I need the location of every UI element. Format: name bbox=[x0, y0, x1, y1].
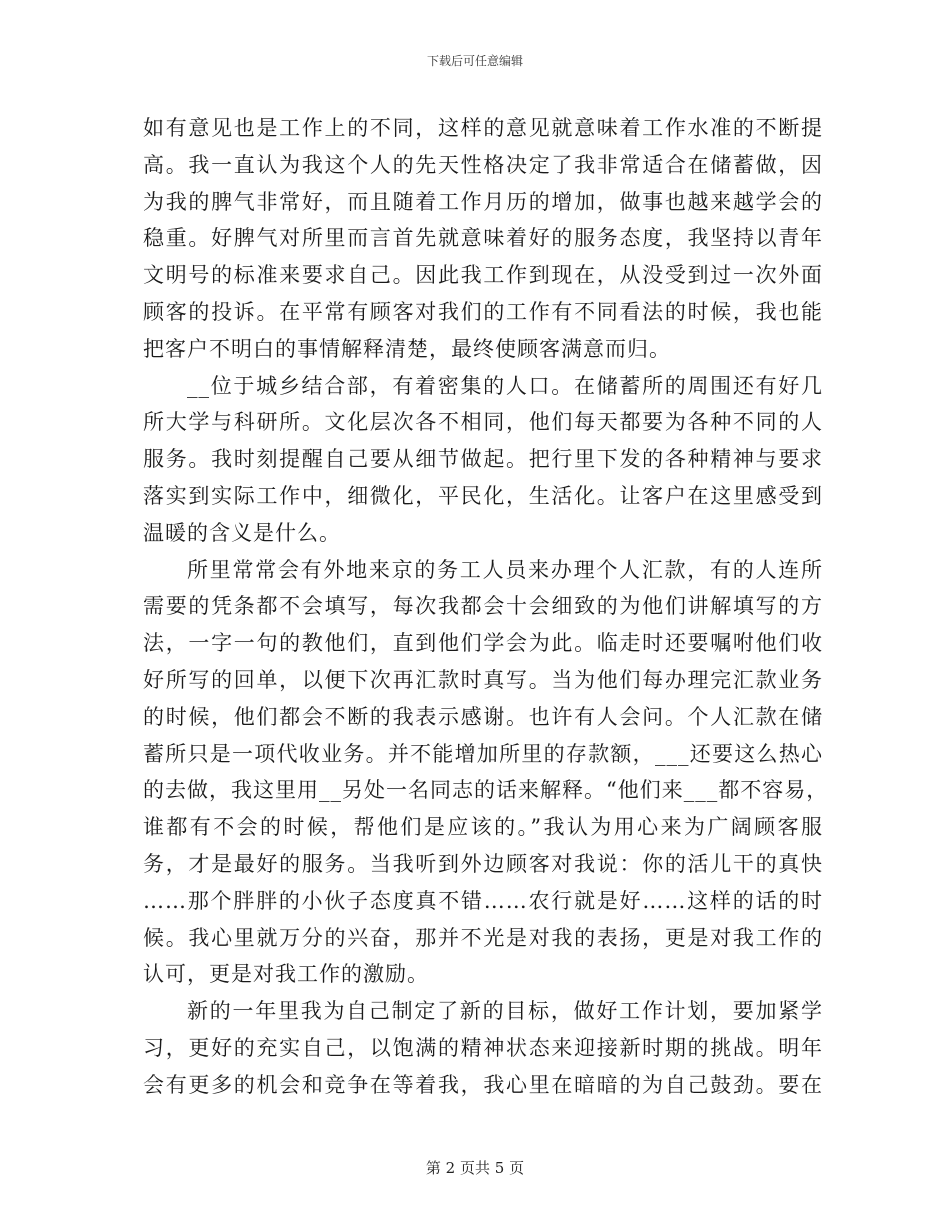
text-line: 所里常常会有外地来京的务工人员来办理个人汇款，有的人连所 bbox=[187, 557, 823, 582]
text-line: 候。我心里就万分的兴奋，那并不光是对我的表扬，更是对我工作的 bbox=[143, 925, 823, 950]
text-line: 务，才是最好的服务。当我听到外边顾客对我说：你的活儿干的真快 bbox=[143, 851, 823, 876]
paragraph-2 bbox=[143, 368, 823, 552]
text-line: 谁都有不会的时候，帮他们是应该的。”我认为用心来为广阔顾客服 bbox=[143, 815, 823, 840]
paragraph-3 bbox=[143, 552, 829, 994]
text-line: 的时候，他们都会不断的我表示感谢。也许有人会问。个人汇款在储 bbox=[143, 704, 823, 729]
text-line: 所大学与科研所。文化层次各不相同，他们每天都要为各种不同的人 bbox=[143, 410, 823, 435]
text-line: 如有意见也是工作上的不同，这样的意见就意味着工作水准的不断提 bbox=[143, 116, 823, 140]
text-line: 需要的凭条都不会填写，每次我都会十会细致的为他们讲解填写的方 bbox=[143, 594, 823, 619]
text-line: 文明号的标准来要求自己。因此我工作到现在，从没受到过一次外面 bbox=[143, 263, 823, 288]
page-footer: 第 2 页共 5 页 bbox=[425, 1159, 525, 1177]
text-line: 认可，更是对我工作的激励。 bbox=[143, 962, 429, 987]
text-line: ……那个胖胖的小伙子态度真不错……农行就是好……这样的话的时 bbox=[143, 888, 823, 913]
text-line: 习，更好的充实自己，以饱满的精神状态来迎接新时期的挑战。明年 bbox=[143, 1035, 823, 1060]
paragraph-4 bbox=[143, 993, 823, 1103]
text-line: 蓄所只是一项代收业务。并不能增加所里的存款额，___还要这么热心 bbox=[143, 741, 823, 766]
text-line: 顾客的投诉。在平常有顾客对我们的工作有不同看法的时候，我也能 bbox=[143, 299, 823, 324]
paragraph-1 bbox=[143, 110, 823, 368]
page-header: 下载后可任意编辑 bbox=[426, 54, 523, 68]
text-line: 落实到实际工作中，细微化，平民化，生活化。让客户在这里感受到 bbox=[143, 483, 823, 508]
text-line: 服务。我时刻提醒自己要从细节做起。把行里下发的各种精神与要求 bbox=[143, 447, 823, 472]
text-line: 为我的脾气非常好，而且随着工作月历的增加，做事也越来越学会的 bbox=[143, 189, 823, 214]
text-line: 新的一年里我为自己制定了新的目标，做好工作计划，要加紧学 bbox=[187, 999, 823, 1024]
document-body bbox=[143, 110, 829, 1104]
text-line: 把客户不明白的事情解释清楚，最终使顾客满意而归。 bbox=[143, 336, 671, 361]
text-line: 的去做，我这里用__另处一名同志的话来解释。“他们来___都不容易， bbox=[143, 778, 829, 803]
text-line: 好所写的回单，以便下次再汇款时真写。当为他们每办理完汇款业务 bbox=[143, 667, 823, 692]
text-line: 高。我一直认为我这个人的先天性格决定了我非常适合在储蓄做，因 bbox=[143, 152, 823, 177]
text-line: 会有更多的机会和竞争在等着我，我心里在暗暗的为自己鼓劲。要在 bbox=[143, 1072, 823, 1097]
text-line: __位于城乡结合部，有着密集的人口。在储蓄所的周围还有好几 bbox=[187, 373, 823, 398]
text-line: 稳重。好脾气对所里而言首先就意味着好的服务态度，我坚持以青年 bbox=[143, 226, 823, 251]
text-line: 温暖的含义是什么。 bbox=[143, 520, 341, 545]
text-line: 法，一字一句的教他们，直到他们学会为此。临走时还要嘱咐他们收 bbox=[143, 631, 823, 656]
